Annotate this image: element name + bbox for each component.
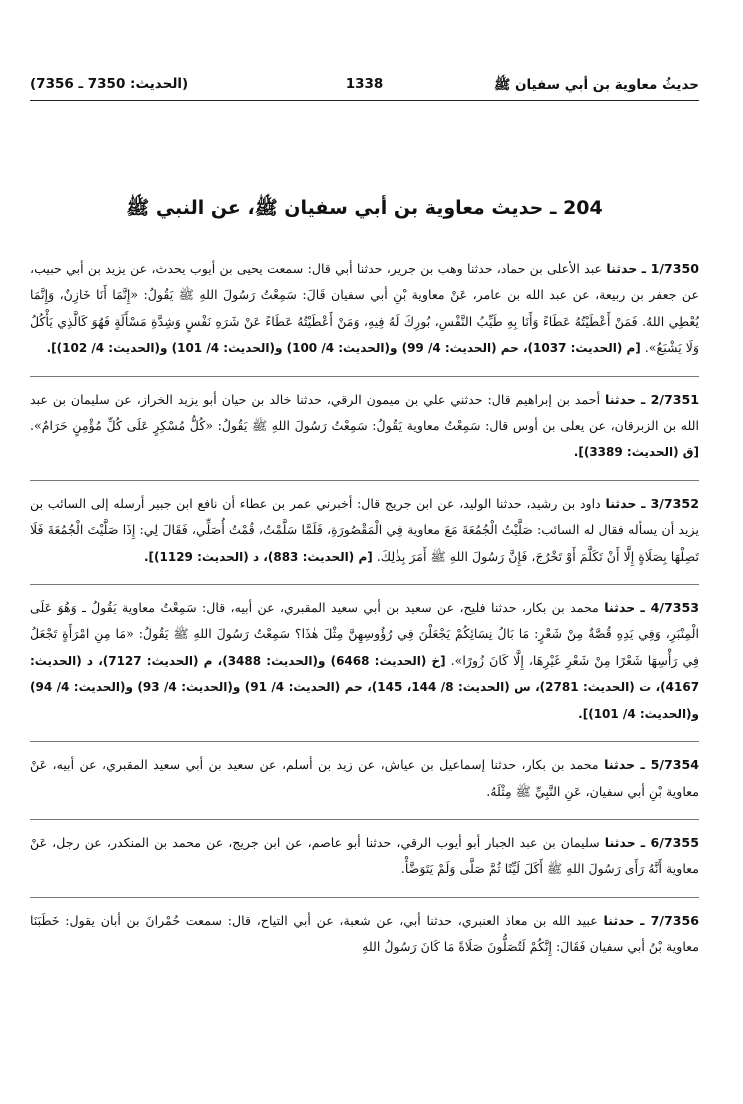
hadith-paragraph: [30, 491, 699, 570]
narration-keyword: حدثنا: [604, 757, 636, 773]
narration-keyword: حدثنا: [605, 495, 637, 511]
hadith-text: أحمد بن إبراهيم قال: حدثني علي بن ميمون الرقي، حدثنا خالد بن حيان أبو يزيد الخراز، عن سليمان بن عبد الله بن الزبرقان، عن يعلى بن أوس قال: سَمِعْتُ معاوية يَقُولُ: سَمِعْتُ رَسُولَ اللهِ ﷺ يَقُولُ: «كُلُّ مُسْكِرٍ عَلَى كُلِّ مُؤْمِنٍ حَرَامٌ».: [30, 391, 699, 434]
hadith-paragraph: [30, 256, 699, 362]
header-rule: [30, 100, 699, 101]
hadith-entry: [30, 752, 699, 805]
hadith-references: [م (الحديث: 1037)، حم (الحديث: 4/ 99) و(الحديث: 4/ 100) و(الحديث: 4/ 101) و(الحديث: 4/ 102)].: [46, 341, 641, 356]
hadith-paragraph: [30, 908, 699, 961]
hadith-paragraph: [30, 387, 699, 466]
chapter-running-title: حديثُ معاوية بن أبي سفيان ﷺ: [493, 77, 699, 93]
hadith-references: [خ (الحديث: 6468) و(الحديث: 3488)، م (الحديث: 7127)، د (الحديث: 4167)، ت (الحديث: 2781)، س (الحديث: 8/ 144، 145)، حم (الحديث: 4/ 91) و(الحديث: 4/ 93) و(الحديث: 4/ 94) و(الحديث: 4/ 101)].: [30, 653, 700, 721]
hadith-text: سليمان بن عبد الجبار أبو أيوب الرقي، حدثنا أبو عاصم، عن ابن جريج، عن محمد بن المنكدر، عن رجل، عَنْ معاوية أَنَّهُ رَأَى رَسُولَ اللهِ ﷺ أَكَلَ لَيِّنًا ثُمَّ صَلَّى وَلَمْ يَتَوَضَّأْ.: [30, 834, 699, 877]
running-header: [30, 74, 699, 98]
hadith-text: داود بن رشيد، حدثنا الوليد، عن ابن جريج قال: أخبرني عمر بن عطاء أن نافع ابن جبير أرسله إلى السائب بن يزيد أن يسأله فقال له السائب: صَلَّيْتُ الْجُمُعَةَ مَعَ معاوية فِي الْمَقْصُورَةِ، فَلَمَّا سَلَّمْتُ، قُمْتُ أُصَلِّي، فَقَالَ لِي: إِذَا صَلَّيْتَ الْجُمُعَةَ فَلَا تَصِلْهَا بِصَلَاةٍ إِلَّا أَنْ تَكَلَّمَ أَوْ تَخْرُجَ، فَإِنَّ رَسُولَ اللهِ ﷺ أَمَرَ بِذٰلِكَ.: [30, 495, 699, 564]
hadith-references: [ق (الحديث: 3389)].: [573, 445, 699, 460]
hadith-number: 1/7350 ـ: [641, 261, 699, 276]
hadith-paragraph: [30, 595, 699, 727]
entry-divider: [30, 819, 699, 820]
hadith-list: [30, 256, 699, 975]
hadith-references: [م (الحديث: 883)، د (الحديث: 1129)].: [143, 549, 373, 564]
narration-keyword: حدثنا: [604, 834, 636, 850]
entry-divider: [30, 376, 699, 377]
narration-keyword: حدثنا: [604, 600, 636, 616]
hadith-entry: [30, 387, 699, 466]
hadith-text: عبيد الله بن معاذ العنبري، حدثنا أبي، عن شعبة، عن أبي التياح، قال: سمعت حُمْرانَ بن أبان يقول: خَطَبَنَا معاوية بْنُ أبي سفيان فَقَالَ: إِنَّكُمْ لَتُصَلُّونَ صَلَاةً مَا كَانَ رَسُولُ اللهِ: [30, 912, 699, 955]
narration-keyword: حدثنا: [603, 912, 635, 928]
hadith-paragraph: [30, 752, 699, 805]
section-title: 204 ـ حديث معاوية بن أبي سفيان ﷺ، عن النبي ﷺ: [126, 197, 603, 219]
entry-divider: [30, 584, 699, 585]
page-number: 1338: [345, 76, 384, 92]
hadith-range: (الحديث: 7350 ـ 7356): [30, 76, 189, 92]
narration-keyword: حدثنا: [606, 261, 638, 276]
hadith-number: 2/7351 ـ: [640, 391, 699, 407]
hadith-number: 5/7354 ـ: [640, 757, 699, 773]
hadith-text: عبد الأعلى بن حماد، حدثنا وهب بن جرير، حدثنا أبي قال: سمعت يحيى بن أيوب يحدث، عن يزيد بن أبي حبيب، عن جعفر بن ربيعة، عن عبد الله بن عامر، عَنْ معاوية بْنِ أبي سفيان قَالَ: سَمِعْتُ رَسُولَ اللهِ ﷺ يَقُولُ: «إِنَّمَا أَنَا خَازِنٌ، وَإِنَّمَا يُعْطِي اللهُ. فَمَنْ أَعْطَيْتُهُ عَطَاءً وَأَنَا بِهِ طَيِّبُ النَّفْسِ، بُورِكَ لَهُ فِيهِ، وَمَنْ أَعْطَيْتُهُ عَطَاءً عَنْ شَرَهِ نَفْسٍ وَشِدَّةِ مَسْأَلَةٍ فَهُوَ كَالَّذِي يَأْكُلُ وَلَا يَشْبَعُ».: [30, 261, 699, 356]
hadith-entry: [30, 491, 699, 570]
hadith-text: محمد بن بكار، حدثنا فليح، عن سعيد بن أبي سعيد المقبري، عن أبيه، قال: سَمِعْتُ معاوية يَقُولُ ـ وَهُوَ عَلَى الْمِنْبَرِ، وَفِي يَدِهِ قُصَّةٌ مِنْ شَعْرٍ: مَا بَالُ نِسَائِكُمْ يَجْعَلْنَ فِي رُؤُوسِهِنَّ مِثْلَ هٰذَا؟ سَمِعْتُ رَسُولَ اللهِ ﷺ يَقُولُ: «مَا مِنِ امْرَأَةٍ تَجْعَلُ فِي رَأْسِهَا شَعْرًا مِنْ شَعْرِ غَيْرِهَا، إِلَّا كَانَ زُورًا».: [30, 600, 699, 668]
hadith-text: محمد بن بكار، حدثنا إسماعيل بن عياش، عن زيد بن أسلم، عن سعيد بن أبي سعيد المقبري، عن أبيه، عَنْ معاوية بْنِ أبي سفيان، عَنِ النَّبِيِّ ﷺ مِثْلَهُ.: [30, 757, 699, 799]
hadith-number: 4/7353 ـ: [640, 600, 699, 616]
hadith-paragraph: [30, 830, 699, 883]
entry-divider: [30, 897, 699, 898]
hadith-entry: [30, 256, 699, 362]
hadith-number: 3/7352 ـ: [641, 495, 699, 511]
hadith-number: 6/7355 ـ: [640, 834, 699, 850]
narration-keyword: حدثنا: [605, 391, 636, 407]
hadith-entry: [30, 595, 699, 727]
entry-divider: [30, 480, 699, 481]
entry-divider: [30, 741, 699, 742]
hadith-entry: [30, 830, 699, 883]
hadith-entry: [30, 908, 699, 961]
hadith-number: 7/7356 ـ: [640, 912, 699, 928]
